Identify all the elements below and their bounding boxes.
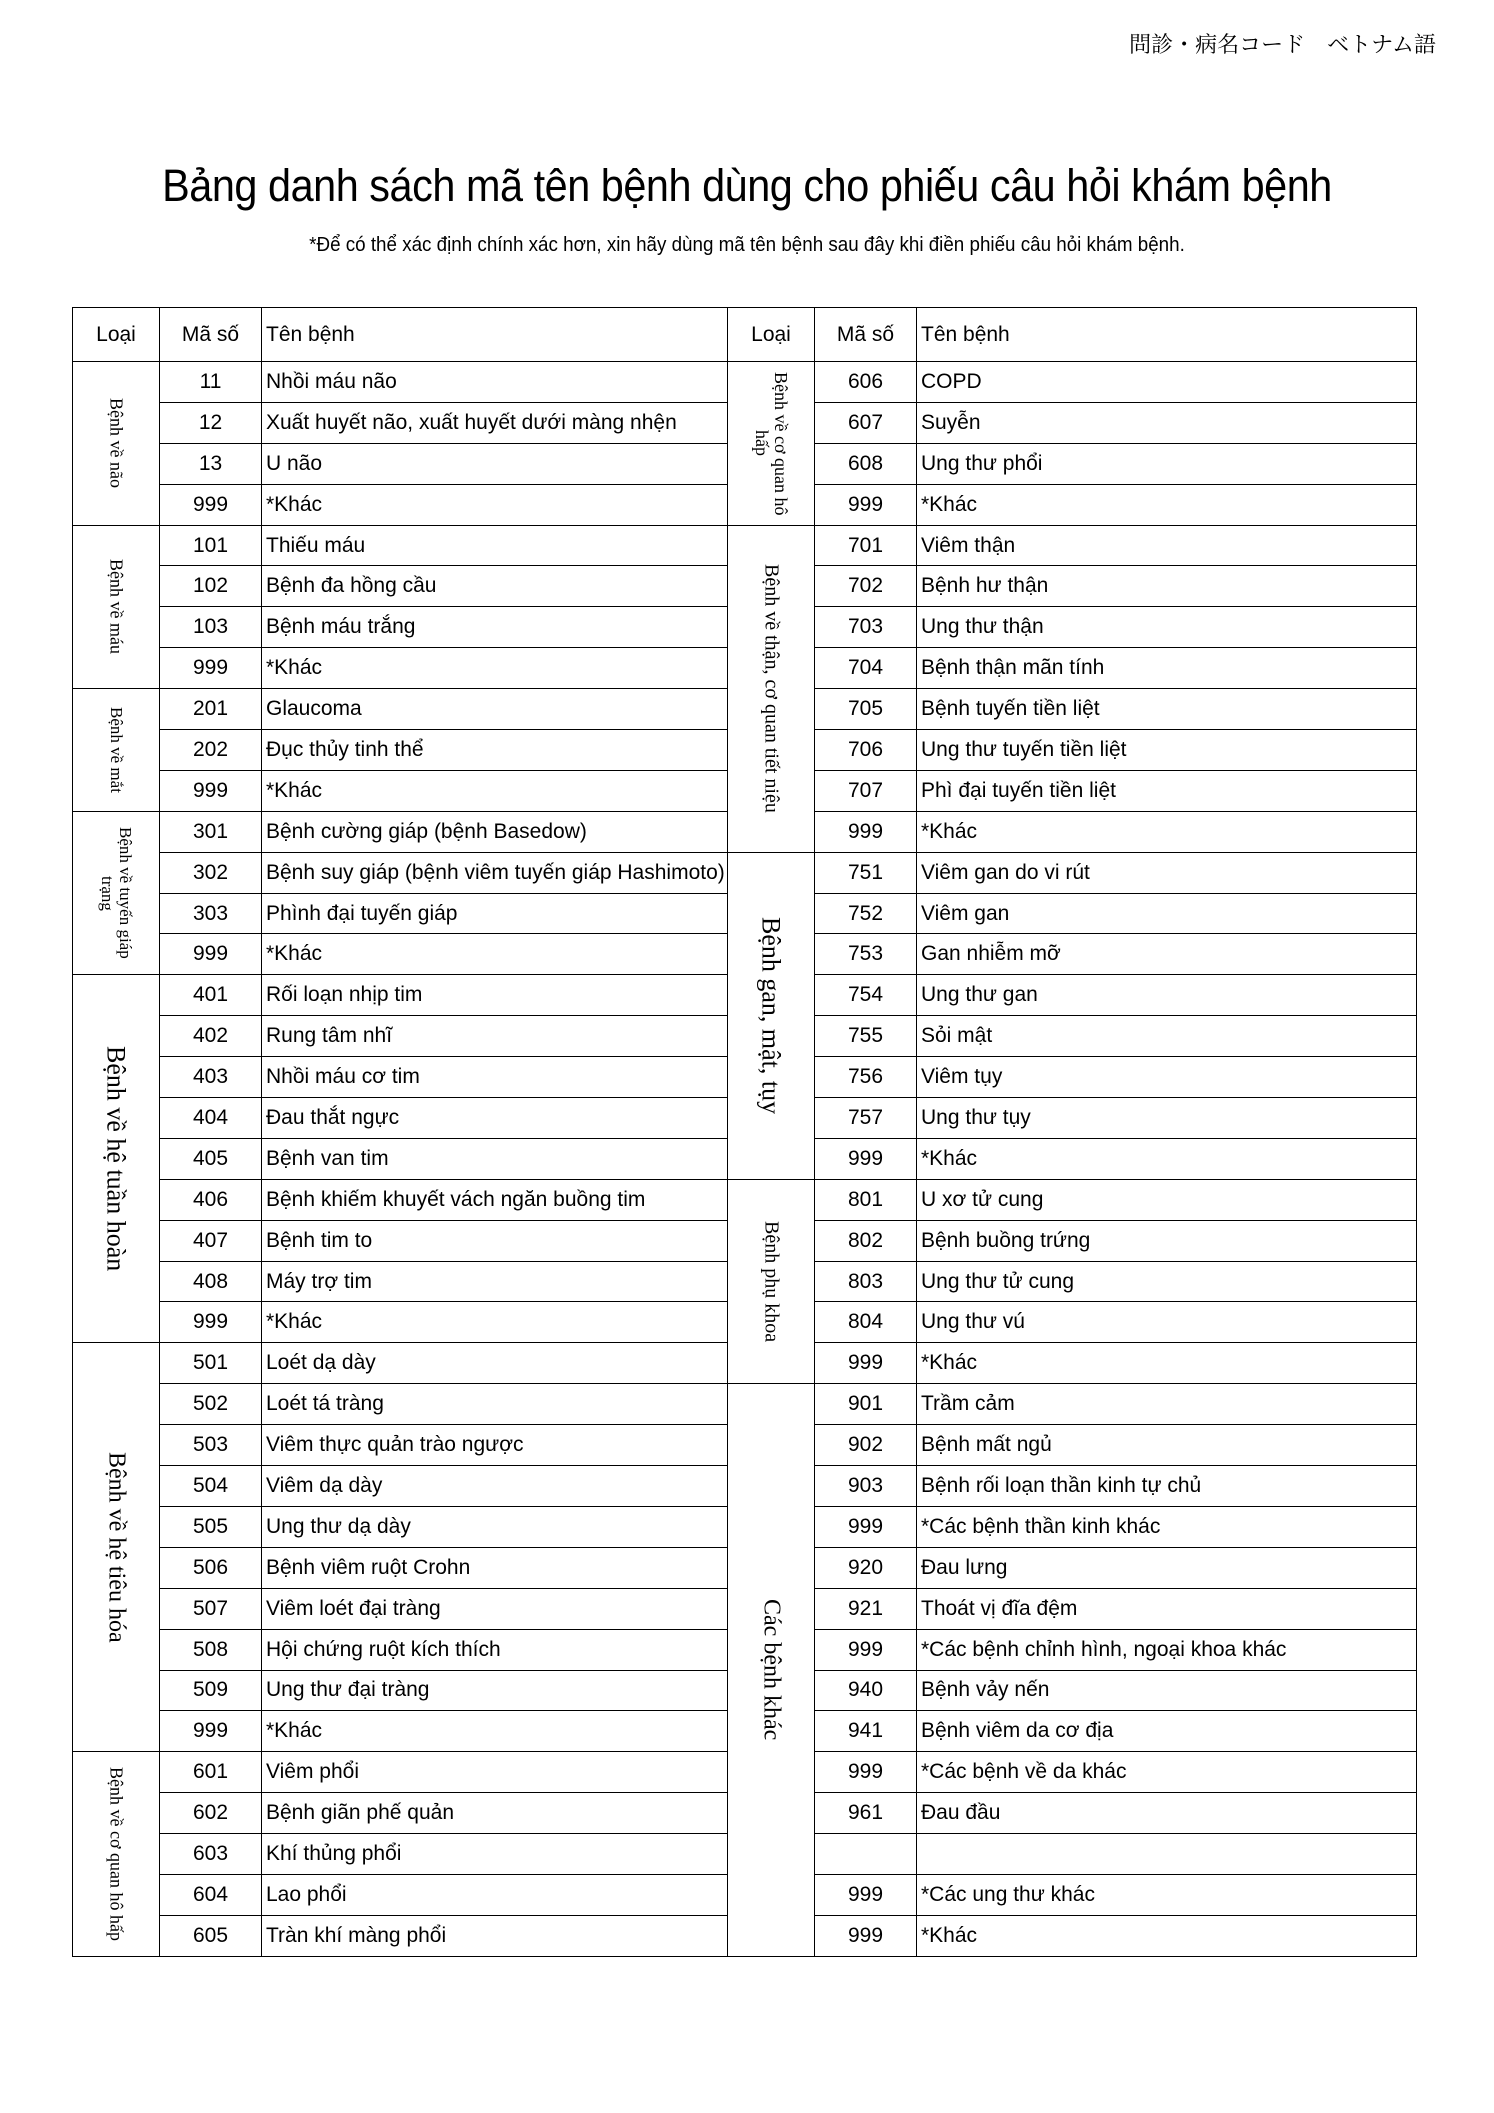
column-header-code: Mã số (160, 308, 262, 362)
code-cell: 999 (815, 811, 917, 852)
disease-name-cell: Loét tá tràng (262, 1384, 728, 1425)
column-header-code: Mã số (815, 308, 917, 362)
category-cell (728, 1179, 815, 1383)
code-cell: 607 (815, 402, 917, 443)
category-cell (73, 362, 160, 526)
code-cell: 999 (160, 1711, 262, 1752)
disease-name-cell: Ung thư tử cung (917, 1261, 1417, 1302)
code-cell: 757 (815, 1098, 917, 1139)
code-cell: 202 (160, 730, 262, 771)
code-cell: 608 (815, 443, 917, 484)
disease-name-cell: Đau lưng (917, 1547, 1417, 1588)
code-cell: 707 (815, 770, 917, 811)
code-cell: 702 (815, 566, 917, 607)
code-cell: 503 (160, 1425, 262, 1466)
category-label: Bệnh về cơ quan hô hấp (106, 1767, 127, 1941)
disease-name-cell: *Khác (917, 1343, 1417, 1384)
disease-name-cell: Bệnh máu trắng (262, 607, 728, 648)
disease-name-cell: *Các bệnh về da khác (917, 1752, 1417, 1793)
disease-name-cell: Bệnh hư thận (917, 566, 1417, 607)
table-row (73, 525, 1417, 566)
disease-name-cell: Suyễn (917, 402, 1417, 443)
table-row (73, 852, 1417, 893)
disease-name-cell: *Khác (917, 484, 1417, 525)
category-label: Bệnh về thận, cơ quan tiết niệu (760, 564, 783, 814)
disease-name-cell: Nhồi máu não (262, 362, 728, 403)
disease-name-cell: Hội chứng ruột kích thích (262, 1629, 728, 1670)
disease-name-cell: Ung thư gan (917, 975, 1417, 1016)
category-label: Bệnh về não (106, 398, 127, 489)
code-cell: 605 (160, 1915, 262, 1956)
category-cell (73, 975, 160, 1343)
disease-name-cell: *Các bệnh chỉnh hình, ngoại khoa khác (917, 1629, 1417, 1670)
code-cell: 302 (160, 852, 262, 893)
table-row (73, 1384, 1417, 1425)
code-cell: 301 (160, 811, 262, 852)
code-cell: 920 (815, 1547, 917, 1588)
disease-name-cell: Bệnh giãn phế quản (262, 1793, 728, 1834)
code-cell: 753 (815, 934, 917, 975)
disease-name-cell: Phình đại tuyến giáp (262, 893, 728, 934)
disease-name-cell: *Các ung thư khác (917, 1874, 1417, 1915)
code-cell: 303 (160, 893, 262, 934)
disease-name-cell: Viêm dạ dày (262, 1466, 728, 1507)
code-cell: 11 (160, 362, 262, 403)
code-cell: 706 (815, 730, 917, 771)
disease-name-cell: Đục thủy tinh thể (262, 730, 728, 771)
code-cell: 602 (160, 1793, 262, 1834)
disease-name-cell: Bệnh mất ngủ (917, 1425, 1417, 1466)
code-cell: 506 (160, 1547, 262, 1588)
disease-name-cell: Trầm cảm (917, 1384, 1417, 1425)
code-cell: 755 (815, 1016, 917, 1057)
disease-name-cell: Ung thư phổi (917, 443, 1417, 484)
disease-name-cell: U xơ tử cung (917, 1179, 1417, 1220)
disease-name-cell: Ung thư đại tràng (262, 1670, 728, 1711)
disease-name-cell: Viêm gan (917, 893, 1417, 934)
disease-name-cell: Bệnh đa hồng cầu (262, 566, 728, 607)
code-cell: 999 (815, 1138, 917, 1179)
disease-name-cell (917, 1834, 1417, 1875)
disease-name-cell: Bệnh suy giáp (bệnh viêm tuyến giáp Hashimoto) (262, 852, 728, 893)
code-cell: 999 (815, 484, 917, 525)
disease-name-cell: Viêm tụy (917, 1057, 1417, 1098)
disease-name-cell: Ung thư thận (917, 607, 1417, 648)
code-cell: 961 (815, 1793, 917, 1834)
disease-name-cell: Loét dạ dày (262, 1343, 728, 1384)
code-cell: 802 (815, 1220, 917, 1261)
code-cell: 12 (160, 402, 262, 443)
disease-code-table (72, 307, 1417, 1957)
disease-name-cell: *Khác (262, 1302, 728, 1343)
code-cell: 705 (815, 689, 917, 730)
code-cell: 701 (815, 525, 917, 566)
disease-name-cell: *Khác (262, 648, 728, 689)
code-cell: 501 (160, 1343, 262, 1384)
code-cell: 999 (160, 770, 262, 811)
category-cell (728, 362, 815, 526)
disease-name-cell: Ung thư tuyến tiền liệt (917, 730, 1417, 771)
code-cell: 405 (160, 1138, 262, 1179)
page-subtitle: *Để có thể xác định chính xác hơn, xin hãy dùng mã tên bệnh sau đây khi điền phiếu câu hỏi khám bệnh. (309, 234, 1185, 256)
disease-name-cell: Bệnh cường giáp (bệnh Basedow) (262, 811, 728, 852)
code-cell: 601 (160, 1752, 262, 1793)
category-label: Bệnh về hệ tuần hoàn (101, 1046, 131, 1272)
code-cell: 803 (815, 1261, 917, 1302)
disease-name-cell: U não (262, 443, 728, 484)
code-cell: 901 (815, 1384, 917, 1425)
disease-name-cell: Đau thắt ngực (262, 1098, 728, 1139)
table-header-row (73, 308, 1417, 362)
code-cell: 505 (160, 1506, 262, 1547)
category-cell (728, 852, 815, 1179)
code-cell: 999 (160, 1302, 262, 1343)
code-cell: 102 (160, 566, 262, 607)
disease-name-cell: Bệnh tim to (262, 1220, 728, 1261)
disease-name-cell: *Khác (262, 770, 728, 811)
disease-name-cell: Viêm gan do vi rút (917, 852, 1417, 893)
code-cell: 406 (160, 1179, 262, 1220)
disease-name-cell: Rối loạn nhịp tim (262, 975, 728, 1016)
code-cell: 804 (815, 1302, 917, 1343)
disease-name-cell: Bệnh khiếm khuyết vách ngăn buồng tim (262, 1179, 728, 1220)
disease-name-cell: Bệnh tuyến tiền liệt (917, 689, 1417, 730)
disease-name-cell: Bệnh van tim (262, 1138, 728, 1179)
code-cell: 940 (815, 1670, 917, 1711)
code-cell: 999 (815, 1874, 917, 1915)
disease-name-cell: Rung tâm nhĩ (262, 1016, 728, 1057)
code-cell: 999 (160, 934, 262, 975)
disease-name-cell: Thoát vị đĩa đệm (917, 1588, 1417, 1629)
disease-name-cell: Bệnh thận mãn tính (917, 648, 1417, 689)
code-cell: 606 (815, 362, 917, 403)
code-cell: 201 (160, 689, 262, 730)
code-cell: 408 (160, 1261, 262, 1302)
code-cell: 502 (160, 1384, 262, 1425)
disease-name-cell: Phì đại tuyến tiền liệt (917, 770, 1417, 811)
disease-name-cell: Bệnh rối loạn thần kinh tự chủ (917, 1466, 1417, 1507)
column-header-name: Tên bệnh (262, 308, 728, 362)
disease-name-cell: Lao phổi (262, 1874, 728, 1915)
disease-name-cell: Viêm phổi (262, 1752, 728, 1793)
column-header-category: Loại (73, 308, 160, 362)
disease-name-cell: *Khác (917, 811, 1417, 852)
category-label: Bệnh về hệ tiêu hóa (103, 1452, 130, 1643)
code-cell: 902 (815, 1425, 917, 1466)
category-label: Bệnh phụ khoa (760, 1220, 783, 1343)
code-cell (815, 1834, 917, 1875)
code-cell: 404 (160, 1098, 262, 1139)
disease-name-cell: *Khác (917, 1138, 1417, 1179)
disease-name-cell: COPD (917, 362, 1417, 403)
code-cell: 999 (815, 1343, 917, 1384)
disease-name-cell: *Các bệnh thần kinh khác (917, 1506, 1417, 1547)
document-code-label: 問診・病名コード ベトナム語 (1129, 33, 1436, 58)
disease-name-cell: Bệnh buồng trứng (917, 1220, 1417, 1261)
table-body (73, 362, 1417, 1957)
code-cell: 941 (815, 1711, 917, 1752)
category-label: Các bệnh khác (758, 1599, 785, 1741)
category-cell (728, 525, 815, 852)
code-cell: 999 (160, 484, 262, 525)
code-cell: 751 (815, 852, 917, 893)
code-cell: 504 (160, 1466, 262, 1507)
category-cell (73, 1343, 160, 1752)
disease-name-cell: *Khác (262, 934, 728, 975)
table-row (73, 1179, 1417, 1220)
code-cell: 407 (160, 1220, 262, 1261)
disease-name-cell: Ung thư dạ dày (262, 1506, 728, 1547)
disease-name-cell: *Khác (917, 1915, 1417, 1956)
disease-name-cell: Tràn khí màng phổi (262, 1915, 728, 1956)
code-cell: 604 (160, 1874, 262, 1915)
category-cell (73, 525, 160, 689)
code-cell: 999 (160, 648, 262, 689)
code-cell: 508 (160, 1629, 262, 1670)
disease-name-cell: Glaucoma (262, 689, 728, 730)
category-cell (73, 811, 160, 975)
code-cell: 509 (160, 1670, 262, 1711)
column-header-category: Loại (728, 308, 815, 362)
code-cell: 402 (160, 1016, 262, 1057)
disease-name-cell: Máy trợ tim (262, 1261, 728, 1302)
category-label: Bệnh về tuyến giáp trạng (98, 827, 135, 959)
disease-name-cell: *Khác (262, 484, 728, 525)
disease-name-cell: Viêm thực quản trào ngược (262, 1425, 728, 1466)
code-cell: 921 (815, 1588, 917, 1629)
disease-name-cell: Ung thư vú (917, 1302, 1417, 1343)
disease-name-cell: Ung thư tụy (917, 1098, 1417, 1139)
category-label: Bệnh về máu (106, 559, 127, 655)
code-cell: 999 (815, 1752, 917, 1793)
code-cell: 999 (815, 1629, 917, 1670)
code-cell: 401 (160, 975, 262, 1016)
code-cell: 999 (815, 1506, 917, 1547)
code-cell: 101 (160, 525, 262, 566)
category-label: Bệnh về cơ quan hô hấp (752, 371, 791, 516)
disease-name-cell: Viêm loét đại tràng (262, 1588, 728, 1629)
disease-name-cell: Sỏi mật (917, 1016, 1417, 1057)
code-cell: 507 (160, 1588, 262, 1629)
page-title: Bảng danh sách mã tên bệnh dùng cho phiếu câu hỏi khám bệnh (162, 160, 1332, 211)
code-cell: 704 (815, 648, 917, 689)
column-header-name: Tên bệnh (917, 308, 1417, 362)
disease-name-cell: Nhồi máu cơ tim (262, 1057, 728, 1098)
disease-name-cell: Xuất huyết não, xuất huyết dưới màng nhện (262, 402, 728, 443)
table-row (73, 362, 1417, 403)
code-cell: 13 (160, 443, 262, 484)
code-cell: 801 (815, 1179, 917, 1220)
disease-name-cell: Đau đầu (917, 1793, 1417, 1834)
disease-name-cell: Gan nhiễm mỡ (917, 934, 1417, 975)
code-cell: 754 (815, 975, 917, 1016)
disease-name-cell: Viêm thận (917, 525, 1417, 566)
category-label: Bệnh về mắt (106, 707, 126, 793)
category-cell (728, 1384, 815, 1956)
disease-name-cell: Bệnh viêm ruột Crohn (262, 1547, 728, 1588)
disease-name-cell: Bệnh viêm da cơ địa (917, 1711, 1417, 1752)
category-cell (73, 689, 160, 812)
category-cell (73, 1752, 160, 1956)
code-cell: 703 (815, 607, 917, 648)
code-cell: 999 (815, 1915, 917, 1956)
code-cell: 103 (160, 607, 262, 648)
disease-name-cell: Bệnh vảy nến (917, 1670, 1417, 1711)
code-cell: 603 (160, 1834, 262, 1875)
disease-name-cell: Thiếu máu (262, 525, 728, 566)
code-cell: 903 (815, 1466, 917, 1507)
code-cell: 403 (160, 1057, 262, 1098)
disease-name-cell: *Khác (262, 1711, 728, 1752)
code-cell: 752 (815, 893, 917, 934)
disease-name-cell: Khí thủng phổi (262, 1834, 728, 1875)
code-cell: 756 (815, 1057, 917, 1098)
category-label: Bệnh gan, mật, tụy (756, 917, 786, 1115)
